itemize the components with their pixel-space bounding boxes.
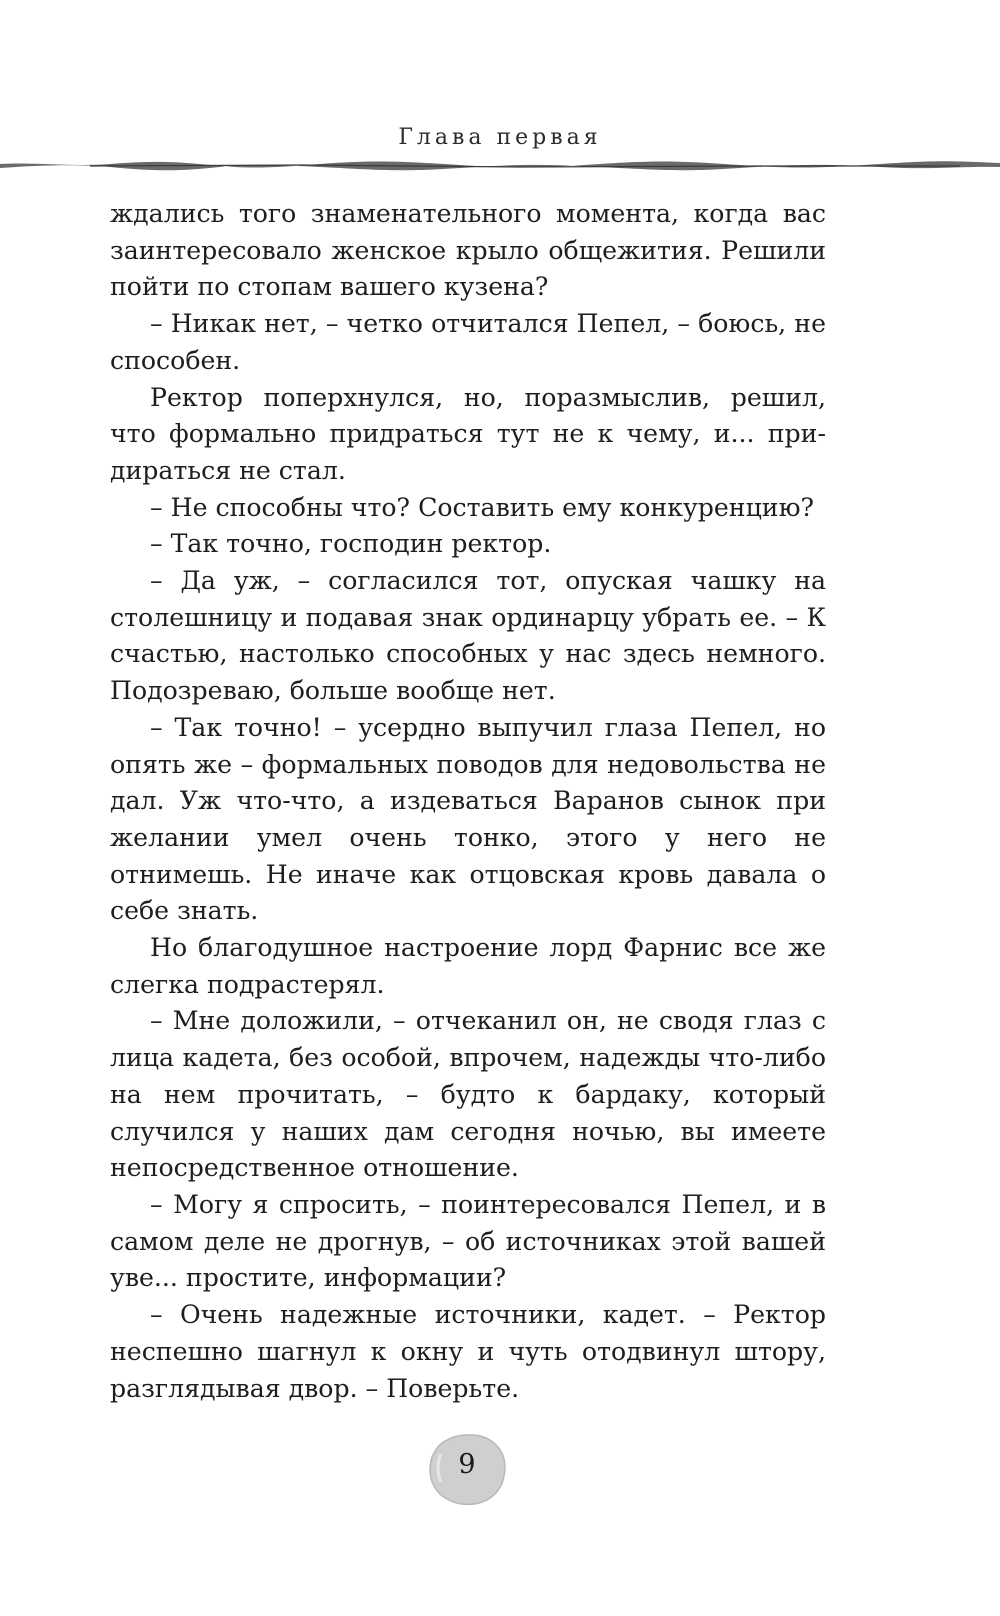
paragraph-8: Но благодушное настроение лорд Фарнис все же слегка подрастерял. bbox=[110, 933, 826, 999]
paragraph-9: – Мне доложили, – отчеканил он, не сводя глаз с лица кадета, без особой, впрочем, надежды что-либо на нем прочитать, – будто к бардаку, который случился у наших дам сегодня ночью, вы имеете непосредственное отношение. bbox=[110, 1006, 826, 1183]
paragraph-2: – Никак нет, – четко отчитался Пепел, – боюсь, не способен. bbox=[110, 309, 826, 375]
paragraph-11: – Очень надежные источники, кадет. – Ректор неспешно шагнул к окну и чуть отодвинул штору, разглядывая двор. – Поверьте. bbox=[110, 1300, 826, 1403]
chapter-running-head: Глава первая bbox=[398, 125, 602, 150]
page-number: 9 bbox=[458, 1449, 476, 1480]
paragraph-1: ждались того знаменательного момента, когда вас заинтересовало женское крыло общежития. Решили пойти по стопам вашего кузена? bbox=[110, 199, 826, 302]
paragraph-10: – Могу я спросить, – поинтересовался Пепел, и в самом деле не дрогнув, – об источниках этой вашей уве... простите, информации? bbox=[110, 1189, 826, 1293]
decorative-torn-rule bbox=[0, 158, 1000, 178]
paragraph-6: – Да уж, – согласился тот, опуская чашку на столешницу и подавая знак ординарцу убрать ее. – К счастью, настолько способных у нас здесь немного. Подозреваю, больше вообще нет. bbox=[110, 566, 826, 706]
paragraph-5: – Так точно, господин ректор. bbox=[150, 529, 552, 559]
page-number-badge bbox=[427, 1432, 507, 1506]
paragraph-4: – Не способны что? Составить ему конкуренцию? bbox=[150, 492, 815, 522]
body-text bbox=[110, 196, 826, 1407]
paragraph-7: – Так точно! – усердно выпучил глаза Пепел, но опять же – формальных поводов для недовольства не дал. Уж что-что, а издеваться Варанов сынок при желании умел очень тонко, этого у него не отнимешь. Не иначе как отцовская кровь давала о себе знать. bbox=[110, 712, 826, 926]
paragraph-3: Ректор поперхнулся, но, поразмыслив, решил, что формально придраться тут не к чему, и... придираться не стал. bbox=[110, 382, 826, 485]
